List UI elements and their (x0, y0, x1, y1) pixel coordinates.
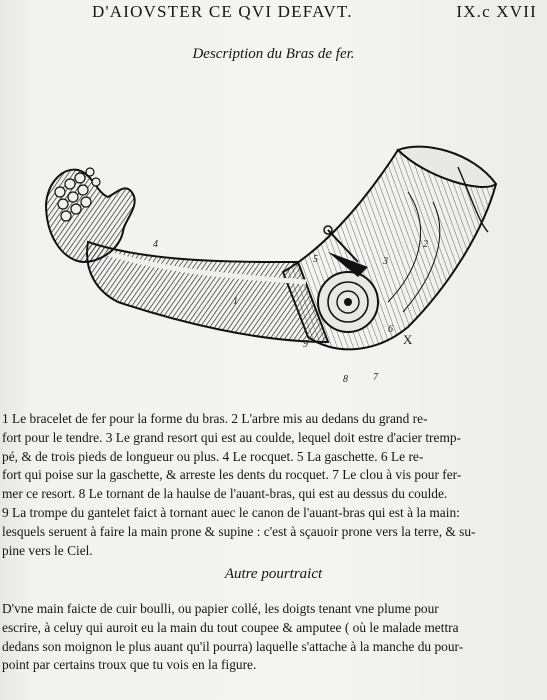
figure-label: 3 (383, 256, 388, 267)
folio-number: IX.c XVII (456, 2, 537, 21)
section-subheading: Autre pourtraict (224, 566, 323, 582)
paragraph-line: point par certains troux que tu vois en la figure. (2, 657, 257, 673)
figure-label: 6 (388, 324, 393, 335)
figure-label: 2 (423, 239, 428, 250)
running-head-title: D'AIOVSTER CE QVI DEFAVT. (92, 2, 353, 21)
figure-caption: Description du Bras de fer. (192, 46, 355, 62)
figure-label: 5 (313, 254, 318, 265)
gauntlet-hand (46, 168, 135, 262)
legend-line: 9 La trompe du gantelet faict à tornant auec le canon de l'auant-bras qui est à la main: (2, 504, 460, 520)
legend-line: lesquels seruent à faire la main prone & supine : c'est à sçauoir prone vers la terre, & su- (2, 523, 476, 539)
running-head (92, 2, 539, 26)
legend-line: fort qui poise sur la gaschette, & arreste les dents du rocquet. 7 Le clou à vis pour fer- (2, 467, 462, 483)
legend-line: mer ce resort. 8 Le tornant de la haulse de l'auant-bras, qui est au dessus du coulde. (2, 486, 448, 502)
figure-label: 1 (233, 296, 238, 307)
body-paragraph (2, 600, 542, 675)
paragraph-line: dedans son moignon le plus auant qu'il pourra) laquelle s'attache à la manche du pour- (2, 638, 464, 654)
paragraph-line: D'vne main faicte de cuir boulli, ou papier collé, les doigts tenant vne plume pour (2, 601, 439, 616)
paragraph-line: escrire, à celuy qui auroit eu la main du tout coupee & amputee ( où le malade mettra (2, 619, 459, 635)
iron-arm-engraving (28, 112, 528, 402)
figure-label: 8 (343, 374, 348, 385)
legend-line: fort pour le tendre. 3 Le grand resort qui est au coulde, lequel doit estre d'acier tremp- (2, 429, 462, 445)
legend-line: pé, & de trois pieds de longueur ou plus. 4 Le rocquet. 5 La gaschette. 6 Le re- (2, 448, 424, 464)
figure-label: 9 (303, 339, 308, 350)
figure-label: X (403, 332, 413, 347)
legend-line: 1 Le bracelet de fer pour la forme du bras. 2 L'arbre mis au dedans du grand re- (2, 411, 428, 426)
figure-legend (2, 410, 542, 560)
figure-label: 7 (373, 372, 378, 383)
forearm (87, 242, 328, 342)
figure-label: 4 (153, 239, 158, 250)
legend-line: pine vers le Ciel. (2, 542, 93, 558)
